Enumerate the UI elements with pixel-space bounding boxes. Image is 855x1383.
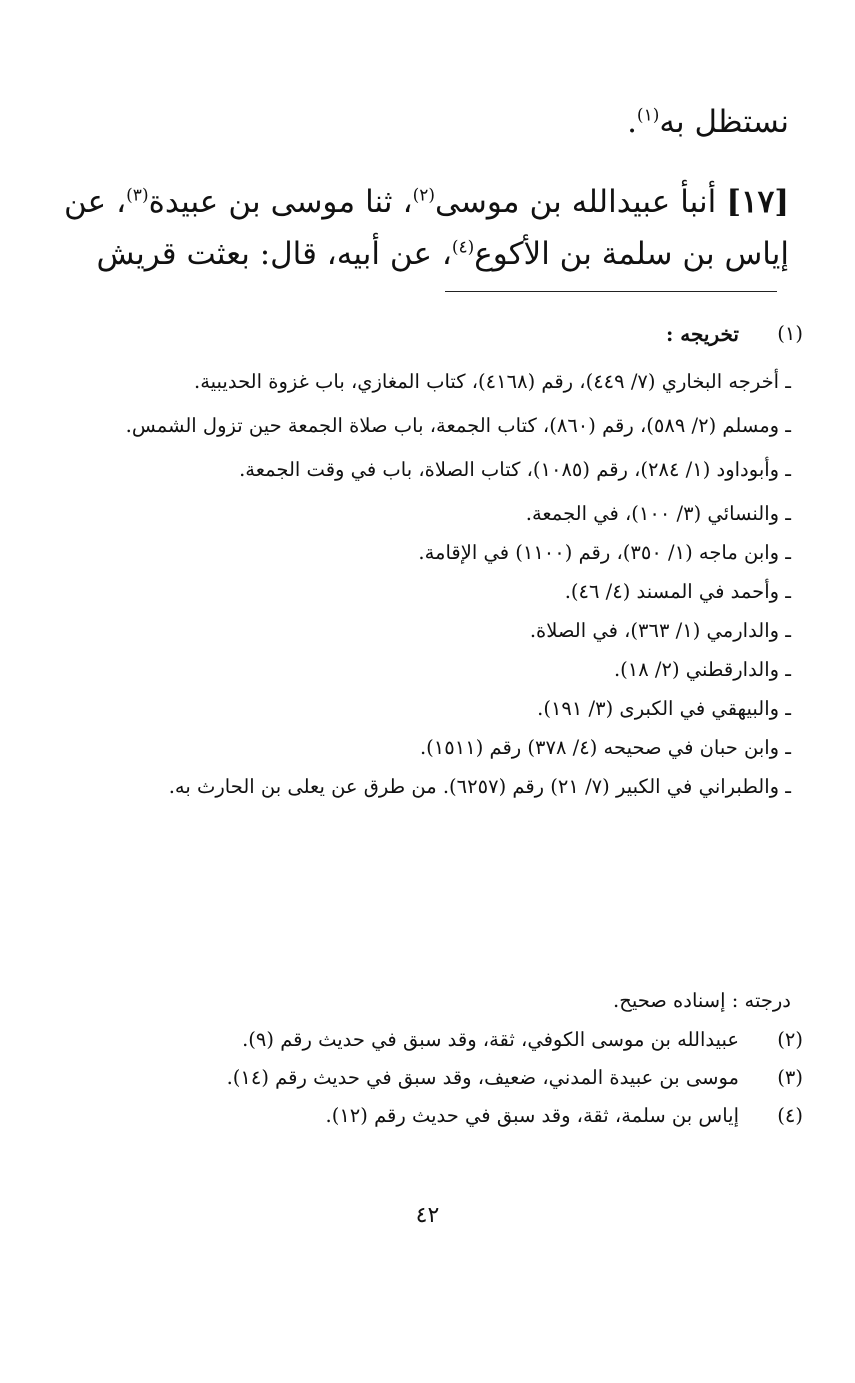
footnote-ref-1: (١) xyxy=(636,105,660,126)
hadith-number: [١٧] xyxy=(726,184,789,220)
footnote-2-text: عبيدالله بن موسى الكوفي، ثقة، وقد سبق في حديث رقم (٩). xyxy=(242,1028,739,1051)
footnote-3-text: موسى بن عبيدة المدني، ضعيف، وقد سبق في حديث رقم (١٤). xyxy=(226,1066,739,1089)
footnote-ref-3: (٣) xyxy=(126,185,149,206)
footnote-2-number: (٢) xyxy=(777,1028,803,1051)
footnote-separator xyxy=(445,291,777,292)
footnote-ref-4: (٤) xyxy=(451,237,475,258)
source-item: ـ وابن ماجه (١/ ٣٥٠)، رقم (١١٠٠) في الإقامة. xyxy=(418,541,791,564)
footnote-4-number: (٤) xyxy=(777,1104,803,1127)
intro-text: نستظل به xyxy=(659,104,789,140)
footnote-1-header xyxy=(58,322,803,352)
footnote-1-number: (١) xyxy=(777,322,803,345)
source-item: ـ ومسلم (٢/ ٥٨٩)، رقم (٨٦٠)، كتاب الجمعة، باب صلاة الجمعة حين تزول الشمس. xyxy=(125,414,791,437)
footnote-4 xyxy=(58,1100,803,1134)
source-item: ـ والدارقطني (٢/ ١٨). xyxy=(613,658,791,681)
hadith-part-3: ، عن إياس بن سلمة بن الأكوع xyxy=(64,184,789,272)
hadith-part-1: أنبأ عبيدالله بن موسى xyxy=(435,184,727,220)
takhrij-source-list xyxy=(71,364,791,813)
hadith-text xyxy=(64,176,789,280)
source-item: ـ والدارمي (١/ ٣٦٣)، في الصلاة. xyxy=(529,619,791,642)
hadith-part-2: ، ثنا موسى بن عبيدة xyxy=(148,184,413,220)
source-item: ـ وابن حبان في صحيحه (٤/ ٣٧٨) رقم (١٥١١). xyxy=(419,736,791,759)
intro-end: . xyxy=(627,104,637,140)
hadith-grade: درجته : إسناده صحيح. xyxy=(613,989,791,1012)
footnote-3 xyxy=(58,1062,803,1096)
page-number: ٤٢ xyxy=(415,1203,440,1228)
footnote-ref-2: (٢) xyxy=(412,185,436,206)
footnote-2 xyxy=(58,1024,803,1058)
source-item: ـ والنسائي (٣/ ١٠٠)، في الجمعة. xyxy=(525,502,791,525)
source-item: ـ والطبراني في الكبير (٧/ ٢١) رقم (٦٢٥٧). من طرق عن يعلى بن الحارث به. xyxy=(168,775,791,798)
footnote-3-number: (٣) xyxy=(777,1066,803,1089)
source-item: ـ وأحمد في المسند (٤/ ٤٦). xyxy=(564,580,791,603)
footnote-1-title: تخريجه : xyxy=(665,322,739,346)
footnote-4-text: إياس بن سلمة، ثقة، وقد سبق في حديث رقم (١٢). xyxy=(325,1104,739,1127)
source-item: ـ أخرجه البخاري (٧/ ٤٤٩)، رقم (٤١٦٨)، كتاب المغازي، باب غزوة الحديبية. xyxy=(194,370,791,393)
hadith-part-4: ، عن أبيه، قال: بعثت قريش xyxy=(96,236,452,272)
source-item: ـ وأبوداود (١/ ٢٨٤)، رقم (١٠٨٥)، كتاب الصلاة، باب في وقت الجمعة. xyxy=(239,458,791,481)
source-item: ـ والبيهقي في الكبرى (٣/ ١٩١). xyxy=(537,697,791,720)
intro-line xyxy=(64,96,789,148)
